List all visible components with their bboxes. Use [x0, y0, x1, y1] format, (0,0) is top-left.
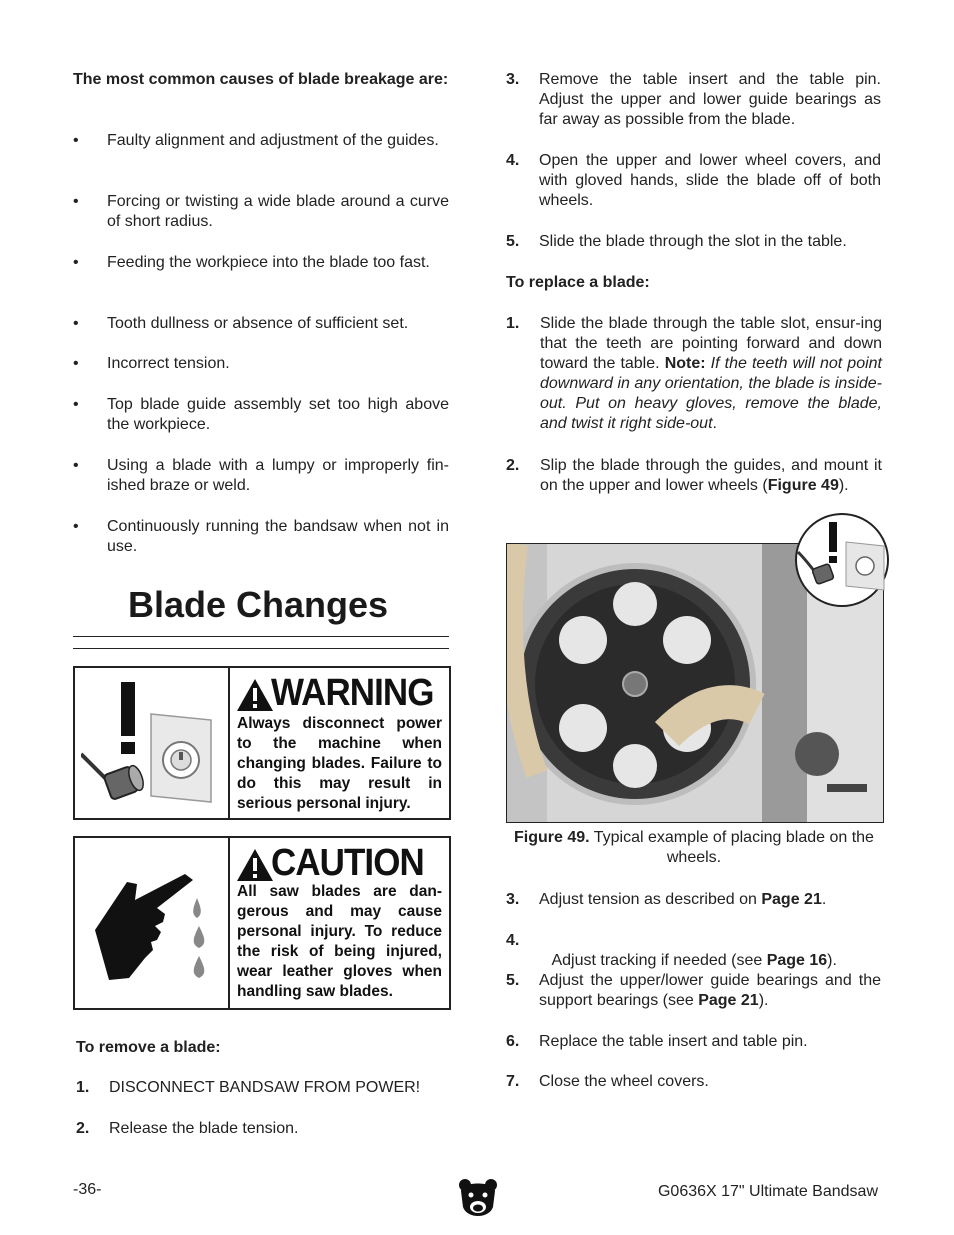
page-number: -36- [73, 1181, 102, 1198]
caution-title: CAUTION [271, 842, 424, 884]
step-body-end: ). [838, 477, 849, 494]
step-body: Adjust the upper/lower guide bearings and the support bearings (see [539, 972, 881, 1009]
causes-heading: The most common causes of blade breakage are: [73, 71, 449, 88]
step-body: Adjust tension as described on [539, 891, 762, 908]
title-rule-top [73, 636, 449, 637]
step-body-end: ). [758, 992, 769, 1009]
box-divider [228, 838, 230, 1008]
step-text: Replace the table insert and table pin. [539, 1033, 808, 1050]
model-name: G0636X 17" Ultimate Bandsaw [657, 1183, 878, 1200]
step-text: Release the blade tension. [109, 1120, 299, 1137]
figure-ref: Figure 49 [767, 477, 839, 494]
step-number: 5. [506, 972, 520, 989]
step-body-end: . [821, 891, 827, 908]
box-divider [228, 668, 230, 818]
step-text [539, 971, 881, 1011]
step-number: 4. [506, 932, 520, 949]
bullet: • [73, 193, 79, 210]
caution-text: All saw blades are dan-gerous and may cause personal injury. To reduce the risk of being injured, wear leather gloves when handling saw blades. [237, 883, 442, 1000]
step-body: Slide the blade through the table slot, ensur-ing that the teeth are pointing forward and down toward the table. [540, 315, 882, 372]
title-rule-bottom [73, 648, 449, 649]
step-number: 7. [506, 1073, 520, 1090]
list-item: Faulty alignment and adjustment of the guides. [107, 132, 439, 149]
step-text: DISCONNECT BANDSAW FROM POWER! [109, 1079, 421, 1096]
section-title: Blade Changes [128, 584, 389, 625]
figure-label: Figure 49. [514, 829, 590, 846]
grizzly-bear-logo [457, 1177, 499, 1223]
blood-drop-icon [193, 898, 204, 978]
step-number: 1. [76, 1079, 90, 1096]
step-body: Adjust tracking if needed (see [547, 952, 767, 969]
note-end: . [712, 415, 717, 432]
bullet: • [73, 396, 79, 413]
list-item: Feeding the workpiece into the blade too fast. [107, 254, 430, 271]
figure-caption-text: Typical example of placing blade on the wheels. [593, 829, 874, 866]
note-label: Note: [664, 355, 706, 372]
note-text: If the teeth will not point downward in any orientation, the blade is inside-out. Put on heavy gloves, remove the blade, and twist it right side-out [540, 355, 882, 432]
list-item: Continuously running the bandsaw when not in use. [107, 518, 449, 555]
warning-triangle-icon [236, 678, 274, 712]
page-ref: Page 16 [766, 952, 828, 969]
remove-heading: To remove a blade: [76, 1039, 221, 1056]
exclamation-icon [121, 682, 135, 754]
cut-finger-illustration [85, 860, 221, 990]
caution-triangle-icon [236, 848, 274, 882]
figure-caption [506, 828, 882, 868]
step-text [540, 456, 882, 496]
bullet: • [73, 518, 79, 535]
list-item: Using a blade with a lumpy or improperly fin-ished braze or weld. [107, 457, 449, 494]
step-number: 3. [506, 891, 520, 908]
step-text: Remove the table insert and the table pin. Adjust the upper and lower guide bearings as far away as possible from the blade. [539, 71, 881, 128]
bullet: • [73, 355, 79, 372]
warning-title: WARNING [271, 672, 434, 714]
bullet: • [73, 254, 79, 271]
step-number: 2. [506, 457, 520, 474]
power-outlet-icon [151, 714, 211, 802]
list-item: Tooth dullness or absence of sufficient set. [107, 315, 409, 332]
step-number: 6. [506, 1033, 520, 1050]
page-ref: Page 21 [698, 992, 759, 1009]
exclamation-icon [829, 522, 837, 563]
bullet: • [73, 132, 79, 149]
step-number: 4. [506, 152, 520, 169]
step-number: 3. [506, 71, 520, 88]
step-body-end: ). [827, 952, 837, 969]
step-body: Slip the blade through the guides, and mount it on the upper and lower wheels ( [540, 457, 882, 494]
list-item: Forcing or twisting a wide blade around a curve of short radius. [107, 193, 449, 230]
page-ref: Page 21 [761, 891, 822, 908]
step-text: Open the upper and lower wheel covers, and with gloved hands, slide the blade off of both wheels. [539, 152, 881, 209]
step-text: Slide the blade through the slot in the table. [539, 233, 847, 250]
list-item: Top blade guide assembly set too high above the workpiece. [107, 396, 449, 433]
power-plug-icon [81, 754, 146, 800]
list-item: Incorrect tension. [107, 355, 230, 372]
step-text [539, 931, 881, 971]
replace-heading: To replace a blade: [506, 274, 650, 291]
pointing-hand-icon [95, 874, 193, 980]
bullet: • [73, 457, 79, 474]
step-text: Close the wheel covers. [539, 1073, 709, 1090]
step-text [539, 890, 881, 910]
step-number: 1. [506, 315, 520, 332]
step-text [540, 314, 882, 434]
power-outlet-icon [846, 542, 884, 590]
disconnect-power-illustration [81, 674, 223, 814]
bullet: • [73, 315, 79, 332]
warning-text: Always disconnect power to the machine when changing blades. Failure to do this may result in serious personal injury. [237, 715, 442, 812]
step-number: 2. [76, 1120, 90, 1137]
disconnect-power-badge [794, 512, 890, 608]
step-number: 5. [506, 233, 520, 250]
warning-box [73, 666, 451, 820]
caution-box [73, 836, 451, 1010]
